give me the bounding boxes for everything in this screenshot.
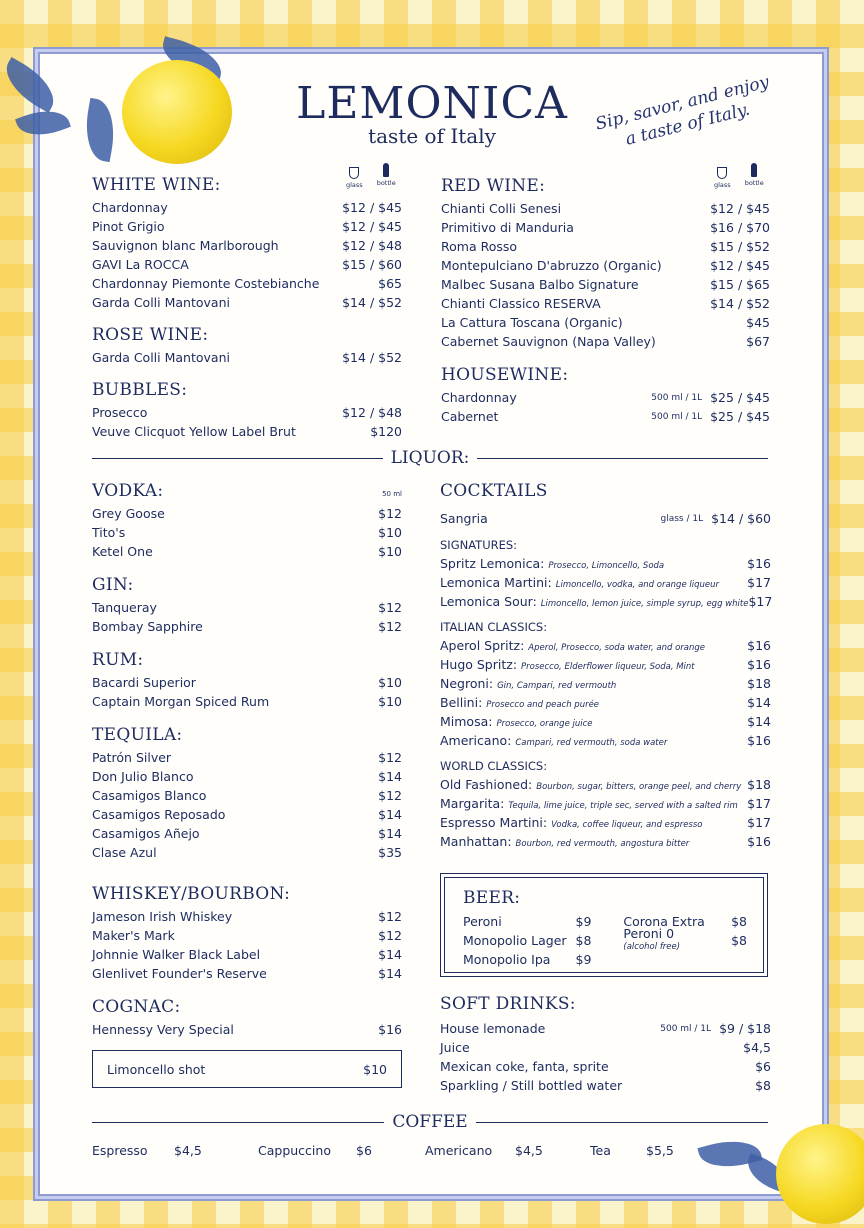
- item-name: Cabernet Sauvignon (Napa Valley): [441, 334, 656, 349]
- section-heading: COGNAC:: [92, 997, 181, 1017]
- item-name: Casamigos Añejo: [92, 826, 200, 841]
- item-name: Grey Goose: [92, 506, 165, 521]
- coffee-divider: [92, 1112, 768, 1132]
- item-name: Peroni 0 (alcohol free): [623, 926, 681, 952]
- item-price: $8: [755, 1078, 771, 1093]
- item-name: Margarita: Tequila, lime juice, triple sec, served with a salted rim: [440, 796, 738, 811]
- item-price: $4,5: [743, 1040, 771, 1055]
- menu-item: [441, 294, 770, 313]
- item-price: $10: [378, 694, 402, 709]
- wine-column-left: [92, 175, 402, 454]
- item-price: $4,5: [515, 1143, 543, 1158]
- white-wine-section: [92, 175, 402, 312]
- item-description: Prosecco, orange juice: [496, 719, 593, 729]
- item-price: $9: [575, 952, 592, 967]
- menu-item: [92, 692, 402, 711]
- menu-item: [92, 767, 402, 786]
- item-name: Ketel One: [92, 544, 153, 559]
- menu-item: [92, 422, 402, 441]
- item-name: Manhattan: Bourbon, red vermouth, angostura bitter: [440, 834, 690, 849]
- item-name: Espresso Martini: Vodka, coffee liqueur, and espresso: [440, 815, 703, 830]
- item-name: Cappuccino: [258, 1143, 331, 1158]
- item-description: Limoncello, vodka, and orange liqueur: [555, 580, 720, 590]
- item-price: $8: [575, 933, 592, 948]
- section-heading: COCKTAILS: [440, 481, 548, 501]
- item-name: GAVI La ROCCA: [92, 257, 189, 272]
- item-description: Gin, Campari, red vermouth: [497, 681, 617, 691]
- item-price: $10: [378, 525, 402, 540]
- item-name: Chardonnay: [441, 390, 517, 405]
- section-heading: ROSE WINE:: [92, 325, 209, 345]
- item-price: $14: [378, 807, 402, 822]
- menu-item: [92, 217, 402, 236]
- item-price: $8: [731, 933, 747, 948]
- item-price: $16 / $70: [710, 220, 770, 235]
- item-price: $16: [378, 1022, 402, 1037]
- item-name: Lemonica Martini: Limoncello, vodka, and orange liqueur: [440, 575, 720, 590]
- soft-drinks-section: [440, 994, 771, 1095]
- section-heading: WHITE WINE:: [92, 175, 221, 195]
- whiskey-section: [92, 884, 402, 983]
- item-price: $4,5: [174, 1143, 202, 1158]
- item-description: Prosecco and peach purée: [486, 700, 600, 710]
- item-name: Malbec Susana Balbo Signature: [441, 277, 639, 292]
- menu-item: [440, 655, 771, 674]
- menu-item: [440, 832, 771, 851]
- item-price: $12: [378, 506, 402, 521]
- item-price: $14: [747, 695, 771, 710]
- item-price: $12 / $45: [710, 258, 770, 273]
- tagline: Sip, savor, and enjoy a taste of Italy.: [593, 72, 772, 150]
- item-price: $17: [747, 796, 771, 811]
- item-price: $12 / $48: [342, 405, 402, 420]
- section-heading: RED WINE:: [441, 176, 546, 196]
- lemon-decoration: [776, 1124, 864, 1224]
- item-name: Americano: [425, 1143, 493, 1158]
- menu-item: [92, 255, 402, 274]
- subsection-heading: ITALIAN CLASSICS:: [440, 620, 548, 634]
- item-price: $12 / $45: [342, 200, 402, 215]
- menu-item: [92, 348, 402, 367]
- item-price: $16: [747, 638, 771, 653]
- menu-item: [92, 673, 402, 692]
- menu-item: [92, 274, 402, 293]
- item-price: $15 / $60: [342, 257, 402, 272]
- item-price: $12: [378, 600, 402, 615]
- glass-label: glass: [346, 181, 363, 189]
- menu-item: [92, 824, 402, 843]
- section-heading: VODKA:: [92, 481, 164, 501]
- item-price: $15 / $52: [710, 239, 770, 254]
- menu-item: [441, 332, 770, 351]
- page-title: LEMONICA: [296, 78, 568, 129]
- item-name: Johnnie Walker Black Label: [92, 947, 261, 962]
- subsection-heading: WORLD CLASSICS:: [440, 759, 548, 773]
- menu-item: [440, 592, 771, 611]
- item-name: Sangria: [440, 511, 488, 526]
- menu-item: [92, 523, 402, 542]
- item-description: Campari, red vermouth, soda water: [515, 738, 668, 748]
- menu-item: [440, 554, 771, 573]
- menu-item: [441, 218, 770, 237]
- menu-item: [440, 1038, 771, 1057]
- item-price: $12: [378, 928, 402, 943]
- item-price: $12 / $48: [342, 238, 402, 253]
- item-name: Montepulciano D'abruzzo (Organic): [441, 258, 662, 273]
- item-price: $14 / $52: [710, 296, 770, 311]
- section-heading: BUBBLES:: [92, 380, 188, 400]
- menu-item: [92, 542, 402, 561]
- menu-item: [440, 636, 771, 655]
- menu-item: [92, 805, 402, 824]
- menu-item: [92, 843, 402, 862]
- item-name: Hennessy Very Special: [92, 1022, 234, 1037]
- menu-item: [92, 293, 402, 312]
- glass-label: glass: [714, 181, 731, 189]
- item-price: $14 / $52: [342, 350, 402, 365]
- item-name: Americano: Campari, red vermouth, soda water: [440, 733, 668, 748]
- item-measure: 500 ml / 1L: [651, 411, 703, 422]
- item-price: $12: [378, 619, 402, 634]
- menu-item: [92, 964, 402, 983]
- menu-item: [92, 1020, 402, 1039]
- liquor-divider: [92, 448, 768, 468]
- item-price: $12 / $45: [342, 219, 402, 234]
- item-name: Peroni: [463, 914, 502, 929]
- item-name: Tea: [590, 1143, 611, 1158]
- section-heading: SOFT DRINKS:: [440, 994, 576, 1014]
- item-name: Patrón Silver: [92, 750, 172, 765]
- menu-item: [92, 926, 402, 945]
- menu-item: [92, 403, 402, 422]
- item-name: Juice: [440, 1040, 470, 1055]
- menu-item: [440, 775, 771, 794]
- item-price: $120: [370, 424, 402, 439]
- item-price: $12: [378, 788, 402, 803]
- gin-section: [92, 575, 402, 636]
- beer-box: [440, 873, 768, 977]
- item-name: Garda Colli Mantovani: [92, 295, 230, 310]
- item-name: Monopolio Ipa: [463, 952, 551, 967]
- section-heading: TEQUILA:: [92, 725, 183, 745]
- menu-item: [440, 573, 771, 592]
- item-name: Hugo Spritz: Prosecco, Elderflower liqueur, Soda, Mint: [440, 657, 695, 672]
- item-price: $12: [378, 750, 402, 765]
- item-name: Clase Azul: [92, 845, 157, 860]
- menu-item: [92, 598, 402, 617]
- bubbles-section: [92, 380, 402, 441]
- item-price: $35: [378, 845, 402, 860]
- menu-item: [440, 813, 771, 832]
- item-name: Garda Colli Mantovani: [92, 350, 230, 365]
- coffee-item: [590, 1143, 674, 1158]
- item-description: Bourbon, red vermouth, angostura bitter: [515, 839, 690, 849]
- item-price: $12: [378, 909, 402, 924]
- item-price: $16: [747, 834, 771, 849]
- item-price: $17: [748, 594, 773, 609]
- house-wine-section: [441, 365, 770, 426]
- bottle-label: bottle: [744, 179, 764, 187]
- item-description: Prosecco, Limoncello, Soda: [548, 561, 665, 571]
- item-price: $14 / $52: [342, 295, 402, 310]
- item-name: House lemonade: [440, 1021, 546, 1036]
- item-name: Monopolio Lager: [463, 933, 567, 948]
- item-price: $10: [378, 544, 402, 559]
- item-name: Spritz Lemonica: Prosecco, Limoncello, Soda: [440, 556, 665, 571]
- menu-item: [441, 256, 770, 275]
- cognac-section: [92, 997, 402, 1039]
- menu-item: [92, 786, 402, 805]
- item-price: $16: [747, 657, 771, 672]
- item-name: Bombay Sapphire: [92, 619, 203, 634]
- item-name: Casamigos Blanco: [92, 788, 207, 803]
- menu-item: [440, 1076, 771, 1095]
- menu-item: [463, 912, 591, 931]
- bottle-label: bottle: [376, 179, 396, 187]
- cocktails-column: [440, 481, 771, 851]
- item-description: Limoncello, lemon juice, simple syrup, egg white: [540, 599, 749, 609]
- section-heading: HOUSEWINE:: [441, 365, 569, 385]
- item-price: $9 / $18: [719, 1021, 771, 1036]
- menu-item: [92, 236, 402, 255]
- red-wine-section: [441, 176, 770, 351]
- item-name: Primitivo di Manduria: [441, 220, 574, 235]
- coffee-item: [92, 1143, 202, 1158]
- subsection-heading: SIGNATURES:: [440, 538, 518, 552]
- menu-item: [463, 950, 591, 969]
- menu-item: [441, 388, 770, 407]
- item-price: $17: [747, 815, 771, 830]
- item-name: Mexican coke, fanta, sprite: [440, 1059, 609, 1074]
- menu-item: [441, 237, 770, 256]
- menu-item: [441, 199, 770, 218]
- menu-item: [440, 712, 771, 731]
- item-name: Old Fashioned: Bourbon, sugar, bitters, orange peel, and cherry: [440, 777, 742, 792]
- item-price: $15 / $65: [710, 277, 770, 292]
- item-price: $8: [731, 914, 747, 929]
- vodka-measure: 50 ml: [382, 490, 402, 498]
- tequila-section: [92, 725, 402, 862]
- section-heading: GIN:: [92, 575, 134, 595]
- menu-item: [440, 674, 771, 693]
- item-name: Bacardi Superior: [92, 675, 196, 690]
- item-price: $6: [356, 1143, 372, 1158]
- item-name: Espresso: [92, 1143, 148, 1158]
- menu-item: [92, 198, 402, 217]
- menu-item: [92, 504, 402, 523]
- item-name: Aperol Spritz: Aperol, Prosecco, soda water, and orange: [440, 638, 705, 653]
- item-name: Chianti Colli Senesi: [441, 201, 562, 216]
- item-price: $14: [378, 769, 402, 784]
- item-name: Bellini: Prosecco and peach purée: [440, 695, 600, 710]
- liquor-column-left: [92, 481, 402, 1052]
- item-price: $18: [747, 777, 771, 792]
- menu-item: [440, 794, 771, 813]
- item-price: $14: [378, 947, 402, 962]
- item-name: Roma Rosso: [441, 239, 518, 254]
- item-measure: glass / 1L: [660, 513, 704, 524]
- menu-item: [92, 907, 402, 926]
- wine-column-right: [441, 175, 770, 439]
- coffee-item: [258, 1143, 372, 1158]
- item-price: $6: [755, 1059, 771, 1074]
- item-name: Casamigos Reposado: [92, 807, 226, 822]
- item-price: $17: [747, 575, 771, 590]
- rose-wine-section: [92, 325, 402, 367]
- item-price: $10: [378, 675, 402, 690]
- item-description: Prosecco, Elderflower liqueur, Soda, Mint: [521, 662, 695, 672]
- item-name: Sauvignon blanc Marlborough: [92, 238, 279, 253]
- menu-item: [92, 945, 402, 964]
- item-name: Lemonica Sour: Limoncello, lemon juice, simple syrup, egg white: [440, 594, 749, 609]
- item-price: $16: [747, 556, 771, 571]
- divider-label: COFFEE: [392, 1112, 468, 1132]
- item-name: Captain Morgan Spiced Rum: [92, 694, 270, 709]
- menu-item: [441, 407, 770, 426]
- item-name: Veuve Clicquot Yellow Label Brut: [92, 424, 296, 439]
- section-heading: BEER:: [463, 888, 521, 908]
- item-price: $18: [747, 676, 771, 691]
- item-name: Corona Extra: [623, 914, 705, 929]
- item-price: $65: [378, 276, 402, 291]
- item-name: Tanqueray: [92, 600, 157, 615]
- vodka-section: [92, 481, 402, 561]
- coffee-item: [425, 1143, 543, 1158]
- menu-item: [92, 617, 402, 636]
- item-description: Bourbon, sugar, bitters, orange peel, and cherry: [536, 782, 742, 792]
- item-note: (alcohol free): [623, 942, 681, 952]
- divider-label: LIQUOR:: [390, 448, 470, 468]
- menu-item: [92, 748, 402, 767]
- item-measure: 500 ml / 1L: [651, 392, 703, 403]
- item-name: Glenlivet Founder's Reserve: [92, 966, 267, 981]
- item-price: $14: [378, 966, 402, 981]
- menu-item: [440, 731, 771, 750]
- item-price: $14: [747, 714, 771, 729]
- section-heading: WHISKEY/BOURBON:: [92, 884, 291, 904]
- item-description: Vodka, coffee liqueur, and espresso: [551, 820, 703, 830]
- item-name: Sparkling / Still bottled water: [440, 1078, 623, 1093]
- item-name: Mimosa: Prosecco, orange juice: [440, 714, 593, 729]
- item-price: $12 / $45: [710, 201, 770, 216]
- item-price: $9: [575, 914, 592, 929]
- item-price: $16: [747, 733, 771, 748]
- item-name: Don Julio Blanco: [92, 769, 194, 784]
- limoncello-price: $10: [363, 1061, 387, 1077]
- item-description: Aperol, Prosecco, soda water, and orange: [528, 643, 705, 653]
- rum-section: [92, 650, 402, 711]
- item-measure: 500 ml / 1L: [660, 1023, 712, 1034]
- menu-item: [441, 275, 770, 294]
- item-name: Chardonnay: [92, 200, 168, 215]
- item-price: $45: [746, 315, 770, 330]
- menu-item: [441, 313, 770, 332]
- menu-item: [440, 1057, 771, 1076]
- item-name: Jameson Irish Whiskey: [92, 909, 233, 924]
- item-name: Cabernet: [441, 409, 499, 424]
- section-heading: RUM:: [92, 650, 144, 670]
- item-description: Tequila, lime juice, triple sec, served with a salted rim: [508, 801, 738, 811]
- menu-item: [623, 926, 747, 952]
- item-name: Chianti Classico RESERVA: [441, 296, 601, 311]
- item-name: Pinot Grigio: [92, 219, 165, 234]
- item-name: Chardonnay Piemonte Costebianche: [92, 276, 320, 291]
- item-name: Negroni: Gin, Campari, red vermouth: [440, 676, 617, 691]
- item-price: $14 / $60: [711, 511, 771, 526]
- item-name: Prosecco: [92, 405, 148, 420]
- menu-item: [463, 931, 591, 950]
- page-subtitle: taste of Italy: [368, 124, 496, 148]
- menu-item: [440, 693, 771, 712]
- item-price: $5,5: [646, 1143, 674, 1158]
- limoncello-name: Limoncello shot: [107, 1061, 206, 1077]
- item-name: Maker's Mark: [92, 928, 175, 943]
- item-name: La Cattura Toscana (Organic): [441, 315, 623, 330]
- limoncello-box: [92, 1050, 402, 1088]
- menu-item: [440, 509, 771, 528]
- item-price: $14: [378, 826, 402, 841]
- item-price: $67: [746, 334, 770, 349]
- item-price: $25 / $45: [710, 390, 770, 405]
- menu-item: [440, 1019, 771, 1038]
- item-price: $25 / $45: [710, 409, 770, 424]
- item-name: Tito's: [92, 525, 126, 540]
